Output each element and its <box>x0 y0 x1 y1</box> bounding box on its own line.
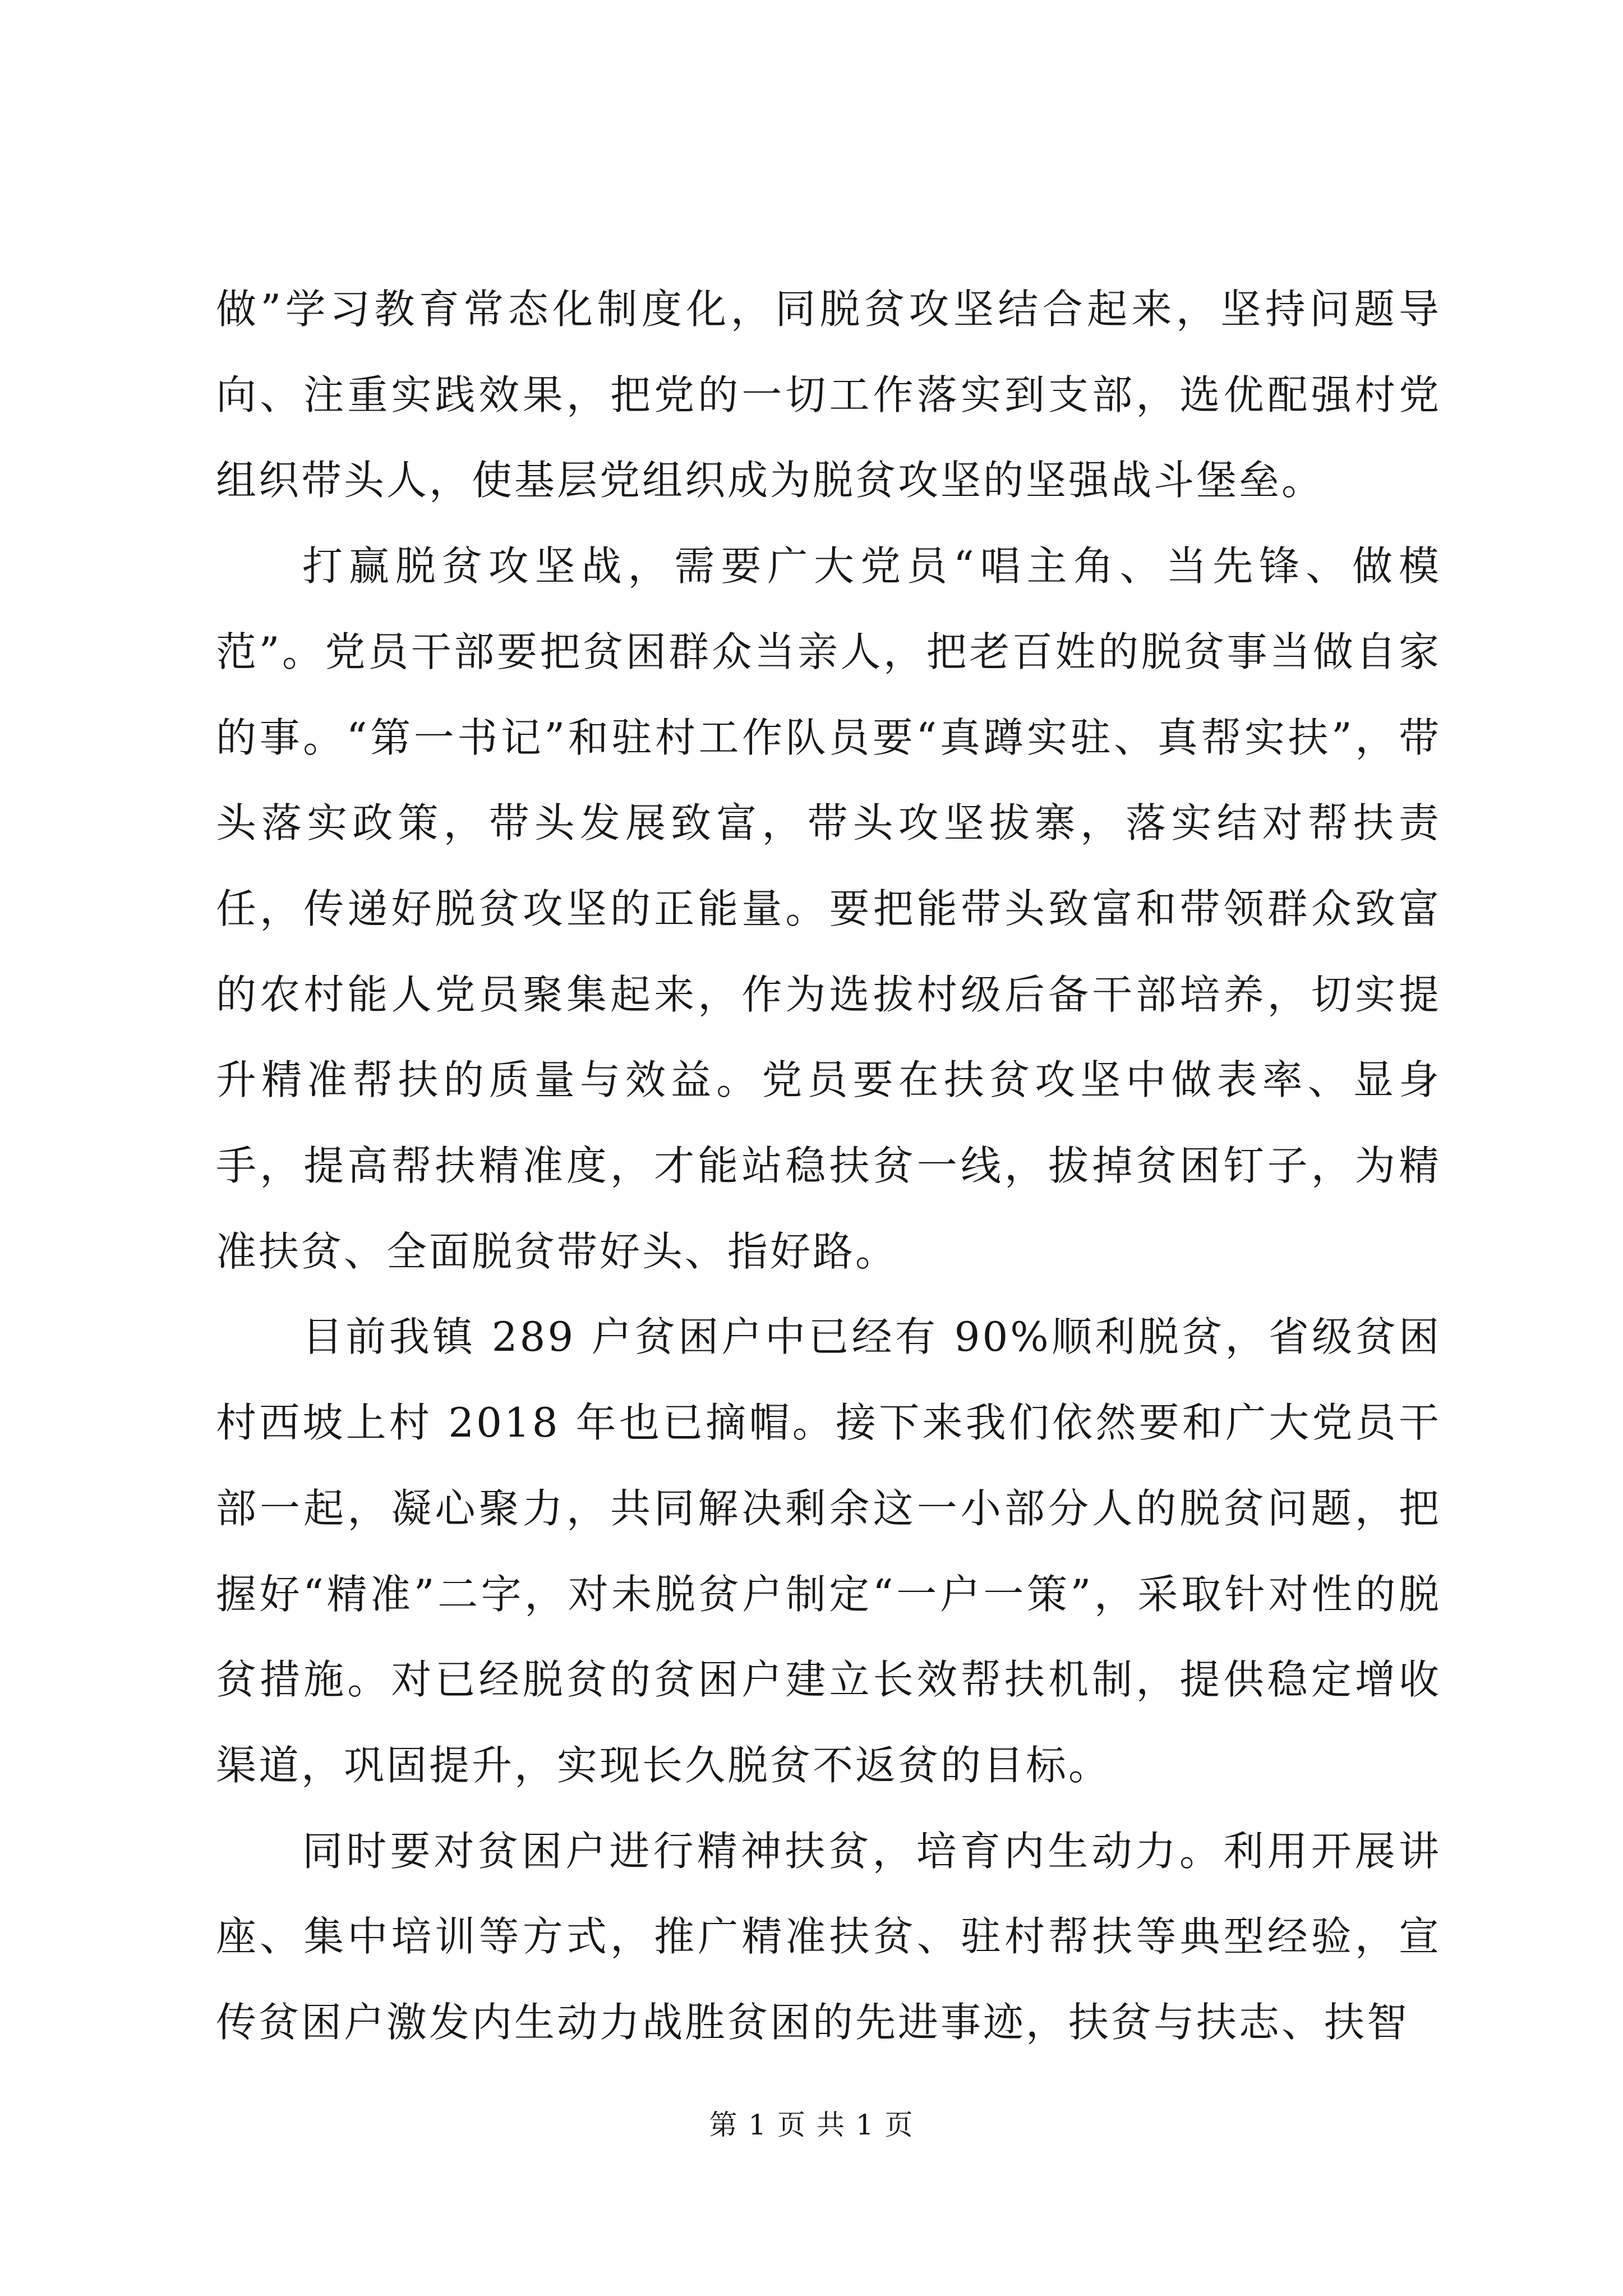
page-footer: 第 1 页 共 1 页 <box>709 2109 914 2141</box>
paragraph-town-progress: 目前我镇 289 户贫困户中已经有 90%顺利脱贫，省级贫困村西坡上村 2018 年也已摘帽。接下来我们依然要和广大党员干部一起，凝心聚力，共同解决剩余这一小部分人的脱贫问题，把握好“精准”二字，对未脱贫户制定“一户一策”，采取针对性的脱贫措施。对已经脱贫的贫困户建立长效帮扶机制，提供稳定增收渠道，巩固提升，实现长久脱贫不返贫的目标。 <box>216 1313 1441 1789</box>
document-body <box>216 266 1441 2065</box>
paragraph-party-members: 打赢脱贫攻坚战，需要广大党员“唱主角、当先锋、做模范”。党员干部要把贫困群众当亲人，把老百姓的脱贫事当做自家的事。“第一书记”和驻村工作队员要“真蹲实驻、真帮实扶”，带头落实政策，带头发展致富，带头攻坚拔寨，落实结对帮扶责任，传递好脱贫攻坚的正能量。要把能带头致富和带领群众致富的农村能人党员聚集起来，作为选拔村级后备干部培养，切实提升精准帮扶的质量与效益。党员要在扶贫攻坚中做表率、显身手，提高帮扶精准度，才能站稳扶贫一线，拔掉贫困钉子，为精准扶贫、全面脱贫带好头、指好路。 <box>216 542 1441 1275</box>
paragraph-continuation: 做”学习教育常态化制度化，同脱贫攻坚结合起来，坚持问题导向、注重实践效果，把党的一切工作落实到支部，选优配强村党组织带头人，使基层党组织成为脱贫攻坚的坚强战斗堡垒。 <box>216 286 1441 504</box>
paragraph-spiritual-aid: 同时要对贫困户进行精神扶贫，培育内生动力。利用开展讲座、集中培训等方式，推广精准扶贫、驻村帮扶等典型经验，宣传贫困户激发内生动力战胜贫困的先进事迹，扶贫与扶志、扶智 <box>216 1827 1441 2046</box>
